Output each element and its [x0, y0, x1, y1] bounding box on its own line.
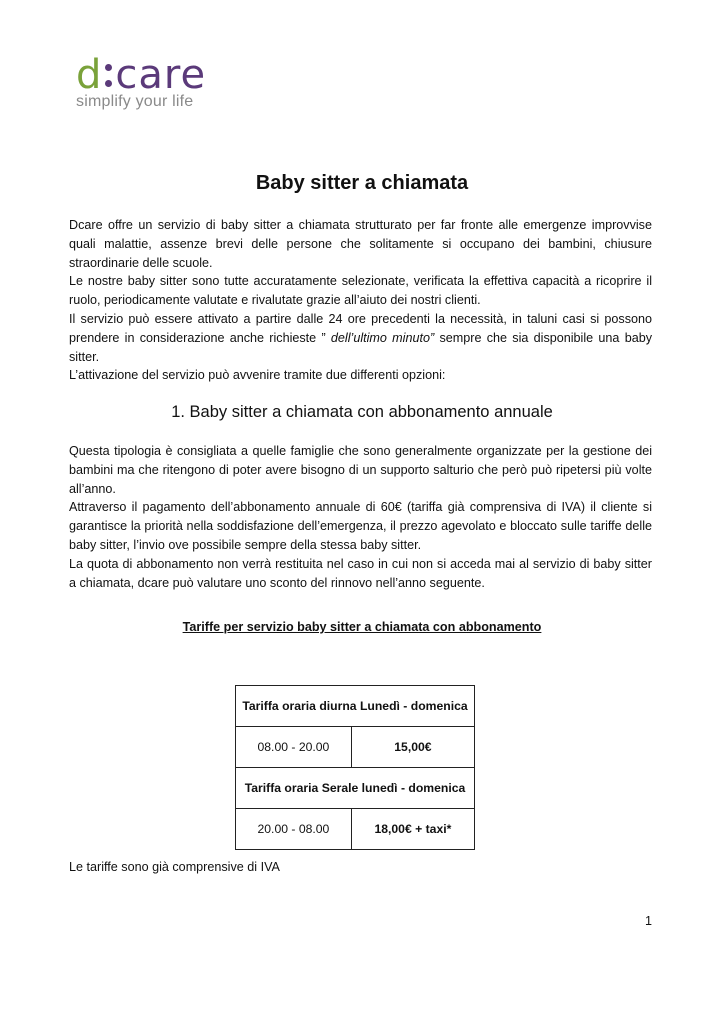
day-price-cell: 15,00€ [351, 727, 474, 768]
intro-p3-end: sempre che sia disponibile una baby sitter. [69, 330, 652, 364]
logo-wordmark [76, 52, 207, 98]
day-hours-cell: 08.00 - 20.00 [236, 727, 352, 768]
table-row [236, 768, 475, 809]
section-1-body [69, 442, 652, 592]
intro-paragraph-3 [69, 310, 652, 366]
section-1-paragraph-3: La quota di abbonamento non verrà restituita nel caso in cui non si acceda mai al servizio di baby sitter a chiamata, dcare può valutare uno sconto del rinnovo nell’anno seguente. [69, 556, 652, 590]
section-1-paragraph-2: Attraverso il pagamento dell’abbonamento annuale di 60€ (tariffa già comprensiva di IVA) il cliente si garantisce la priorità nella soddisfazione dell’emergenza, il prezzo agevolato e bloccato sulle tariffe delle baby sitter, l’invio ove possibile sempre della stessa baby sitter. [69, 500, 652, 552]
logo-letter-d: d [76, 52, 103, 98]
tariff-table [235, 685, 475, 850]
intro-paragraph-1: Dcare offre un servizio di baby sitter a chiamata strutturato per far fronte alle emergenze improvvise quali malattie, assenze brevi delle persone che solitamente si occupano dei bambini, chiusure straordinarie delle scuole. [69, 218, 652, 270]
evening-rate-header: Tariffa oraria Serale lunedì - domenica [236, 768, 475, 809]
evening-hours-cell: 20.00 - 08.00 [236, 809, 352, 850]
day-rate-header: Tariffa oraria diurna Lunedì - domenica [236, 686, 475, 727]
section-1-paragraph-1: Questa tipologia è consigliata a quelle famiglie che sono generalmente organizzate per la gestione dei bambini ma che ritengono di poter avere bisogno di un supporto salturio che però può ripetersi più volte all’anno. [69, 444, 652, 496]
table-row [236, 809, 475, 850]
intro-p3-start: Il servizio può essere attivato a partire dalle 24 ore precedenti la necessità, in taluni casi si possono prendere in considerazione anche richieste ” [69, 311, 652, 345]
tariff-table-title: Tariffe per servizio baby sitter a chiamata con abbonamento [182, 620, 542, 634]
intro-paragraph-2: Le nostre baby sitter sono tutte accuratamente selezionate, verificata la effettiva capacità a ricoprire il ruolo, periodicamente valutate e rivalutate grazie all’aiuto dei nostri clienti. [69, 274, 652, 308]
page-number: 1 [644, 914, 652, 928]
intro-paragraph-4: L’attivazione del servizio può avvenire tramite due differenti opzioni: [69, 368, 446, 383]
table-row [236, 686, 475, 727]
page-title: Baby sitter a chiamata [255, 172, 469, 194]
logo-colon-icon [105, 55, 112, 95]
table-row [236, 727, 475, 768]
logo-tagline: simplify your life [76, 93, 194, 110]
intro-section [69, 216, 652, 385]
logo-word-care: care [115, 52, 207, 98]
evening-price-cell: 18,00€ + taxi* [351, 809, 474, 850]
section-heading-1: 1. Baby sitter a chiamata con abbonamento annuale [171, 403, 553, 421]
vat-note: Le tariffe sono già comprensive di IVA [69, 860, 280, 874]
intro-p3-italic: dell’ultimo minuto” [325, 330, 435, 345]
dcare-logo [76, 52, 207, 111]
